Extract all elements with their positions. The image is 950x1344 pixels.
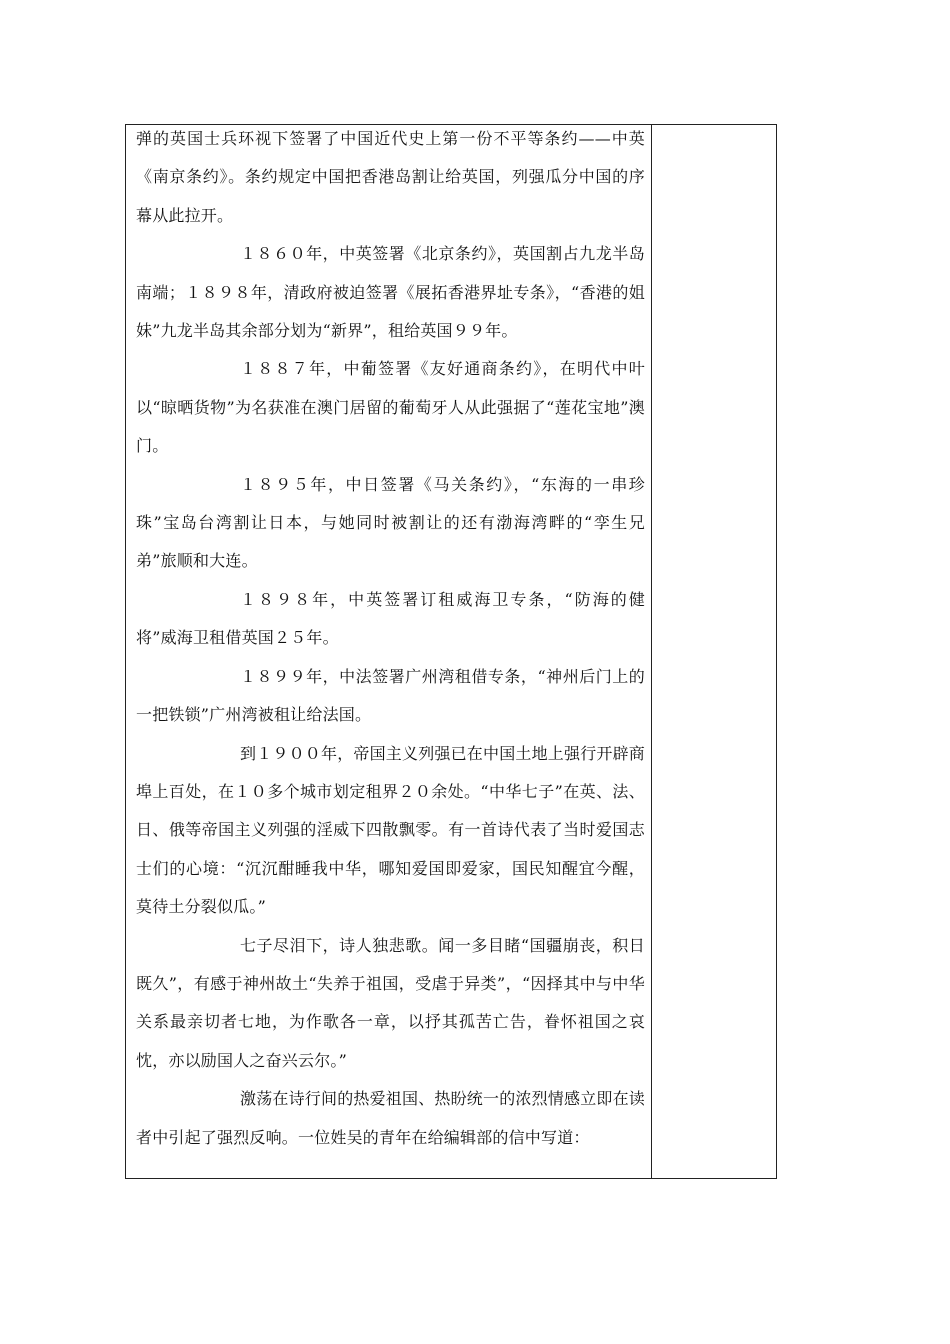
notes-cell: [652, 125, 776, 1178]
paragraph-reader-response: 激荡在诗行间的热爱祖国、热盼统一的浓烈情感立即在读者中引起了强烈反响。一位姓吴的青年在给编辑部的信中写道：: [136, 1089, 646, 1147]
paragraph-taiwan: １８９５年，中日签署《马关条约》，“东海的一串珍珠”宝岛台湾割让日本，与她同时被割让的还有渤海湾畔的“孪生兄弟”旅顺和大连。: [136, 474, 645, 571]
paragraph-macau: １８８７年，中葡签署《友好通商条约》，在明代中叶以“晾晒货物”为名获准在澳门居留的葡萄牙人从此强据了“莲花宝地”澳门。: [136, 359, 645, 456]
paragraph-beijing-treaty: １８６０年，中英签署《北京条约》，英国割占九龙半岛南端；１８９８年，清政府被迫签署《展拓香港界址专条》，“香港的姐妹”九龙半岛其余部分划为“新界”，租给英国９９年。: [136, 244, 645, 341]
paragraph-1900: 到１９００年，帝国主义列强已在中国土地上强行开辟商埠上百处，在１０多个城市划定租界２０余处。“中华七子”在英、法、日、俄等帝国主义列强的淫威下四散飘零。有一首诗代表了当时爱国志士们的心境：“沉沉酣睡我中华，哪知爱国即爱家，国民知醒宜今醒，莫待土分裂似瓜。”: [136, 743, 646, 917]
main-text-cell: [126, 125, 652, 1178]
paragraph-guangzhouwan: １８９９年，中法签署广州湾租借专条，“神州后门上的一把铁锁”广州湾被租让给法国。: [136, 666, 645, 725]
paragraph-weihaiwei: １８９８年，中英签署订租威海卫专条，“防海的健将”威海卫租借英国２５年。: [136, 589, 645, 648]
content-table: [125, 124, 777, 1179]
paragraph-wen-yiduo: 七子尽泪下，诗人独悲歌。闻一多目睹“国疆崩丧，积日既久”，有感于神州故土“失养于祖国，受虐于异类”，“因择其中与中华关系最亲切者七地，为作歌各一章，以抒其孤苦亡告，眷怀祖国之哀忱，亦以励国人之奋兴云尔。”: [136, 935, 645, 1070]
paragraph-nanjing-treaty: 弹的英国士兵环视下签署了中国近代史上第一份不平等条约——中英《南京条约》。条约规定中国把香港岛割让给英国，列强瓜分中国的序幕从此拉开。: [136, 129, 645, 225]
